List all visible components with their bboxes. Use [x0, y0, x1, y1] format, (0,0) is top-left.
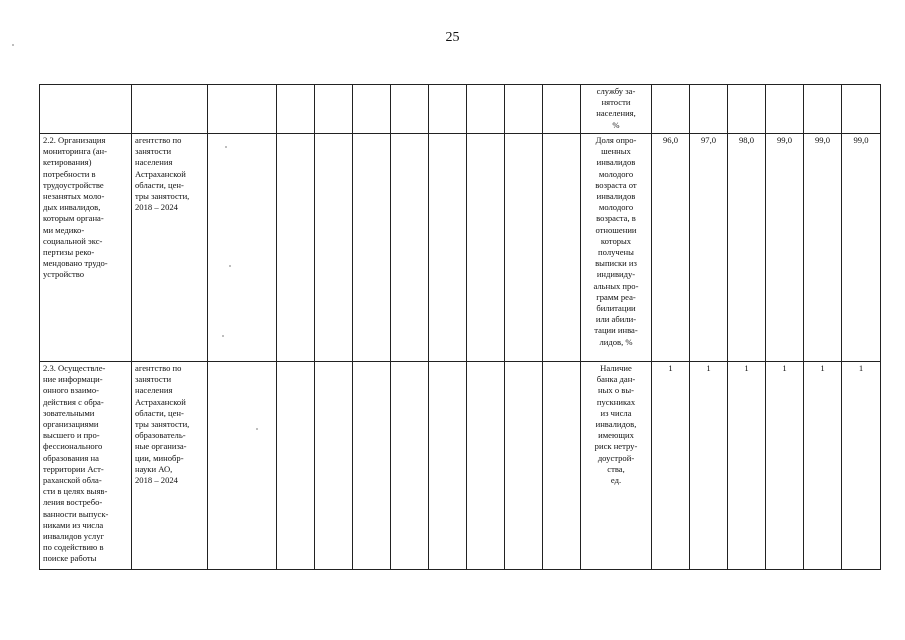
activity-cell: 2.2. Организация мониторинга (ан- кетирования) потребности в трудоустройстве незанятых моло- дых инвалидов, которым органа- ми медико- социальной экс- пертизы реко- мендовано трудо- устройство — [40, 134, 132, 362]
value-cell — [652, 85, 690, 134]
value-cell: 1 — [652, 362, 690, 570]
indicator-cell: Доля опро- шенных инвалидов молодого возраста от инвалидов молодого возраста, в отношении которых получены выписки из индивиду- альных про- грамм реа- билитации или абили- тации инва- лидов, % — [581, 134, 652, 362]
empty-cell — [429, 362, 467, 570]
value-cell: 99,0 — [766, 134, 804, 362]
empty-cell — [543, 134, 581, 362]
empty-cell — [353, 134, 391, 362]
value-cell: 99,0 — [804, 134, 842, 362]
value-cell: 1 — [766, 362, 804, 570]
value-cell — [690, 85, 728, 134]
value-cell — [728, 85, 766, 134]
empty-cell — [543, 85, 581, 134]
empty-cell — [467, 134, 505, 362]
empty-cell — [505, 85, 543, 134]
value-cell — [842, 85, 881, 134]
scan-speck — [225, 146, 227, 148]
value-cell: 1 — [804, 362, 842, 570]
table-row — [40, 362, 881, 570]
empty-cell — [315, 134, 353, 362]
empty-cell — [208, 85, 277, 134]
activity-cell — [40, 85, 132, 134]
program-table — [39, 84, 881, 570]
empty-cell — [353, 85, 391, 134]
value-cell: 97,0 — [690, 134, 728, 362]
empty-cell — [467, 85, 505, 134]
empty-cell — [391, 362, 429, 570]
scan-speck — [222, 335, 224, 337]
executor-cell — [132, 85, 208, 134]
empty-cell — [505, 134, 543, 362]
empty-cell — [391, 85, 429, 134]
empty-cell — [467, 362, 505, 570]
empty-cell — [505, 362, 543, 570]
empty-cell — [315, 85, 353, 134]
value-cell: 98,0 — [728, 134, 766, 362]
scan-speck — [12, 44, 14, 46]
empty-cell — [543, 362, 581, 570]
empty-cell — [429, 134, 467, 362]
empty-cell — [277, 134, 315, 362]
value-cell: 99,0 — [842, 134, 881, 362]
value-cell: 96,0 — [652, 134, 690, 362]
empty-cell — [277, 362, 315, 570]
value-cell: 1 — [842, 362, 881, 570]
activity-cell: 2.3. Осуществле- ние информаци- онного взаимо- действия с обра- зовательными организациями высшего и про- фессионального образования на территории Аст- раханской обла- сти в целях выяв- ления востребо- ванности выпуск- никами из числа инвалидов услуг по содействию в поиске работы — [40, 362, 132, 570]
empty-cell — [277, 85, 315, 134]
page-number: 25 — [445, 30, 460, 45]
value-cell: 1 — [690, 362, 728, 570]
value-cell — [804, 85, 842, 134]
table-row — [40, 85, 881, 134]
scan-speck — [229, 265, 231, 267]
indicator-cell: Наличие банка дан- ных о вы- пускниках из числа инвалидов, имеющих риск нетру- доустрой- ства, ед. — [581, 362, 652, 570]
empty-cell — [315, 362, 353, 570]
executor-cell: агентство по занятости населения Астраханской области, цен- тры занятости, образователь- ные организа- ции, минобр- науки АО, 2018 – 2024 — [132, 362, 208, 570]
table-row — [40, 134, 881, 362]
indicator-cell: службу за- нятости населения, % — [581, 85, 652, 134]
value-cell: 1 — [728, 362, 766, 570]
value-cell — [766, 85, 804, 134]
executor-cell: агентство по занятости населения Астраханской области, цен- тры занятости, 2018 – 2024 — [132, 134, 208, 362]
scan-speck — [256, 428, 258, 430]
empty-cell — [208, 134, 277, 362]
empty-cell — [391, 134, 429, 362]
empty-cell — [353, 362, 391, 570]
empty-cell — [429, 85, 467, 134]
empty-cell — [208, 362, 277, 570]
